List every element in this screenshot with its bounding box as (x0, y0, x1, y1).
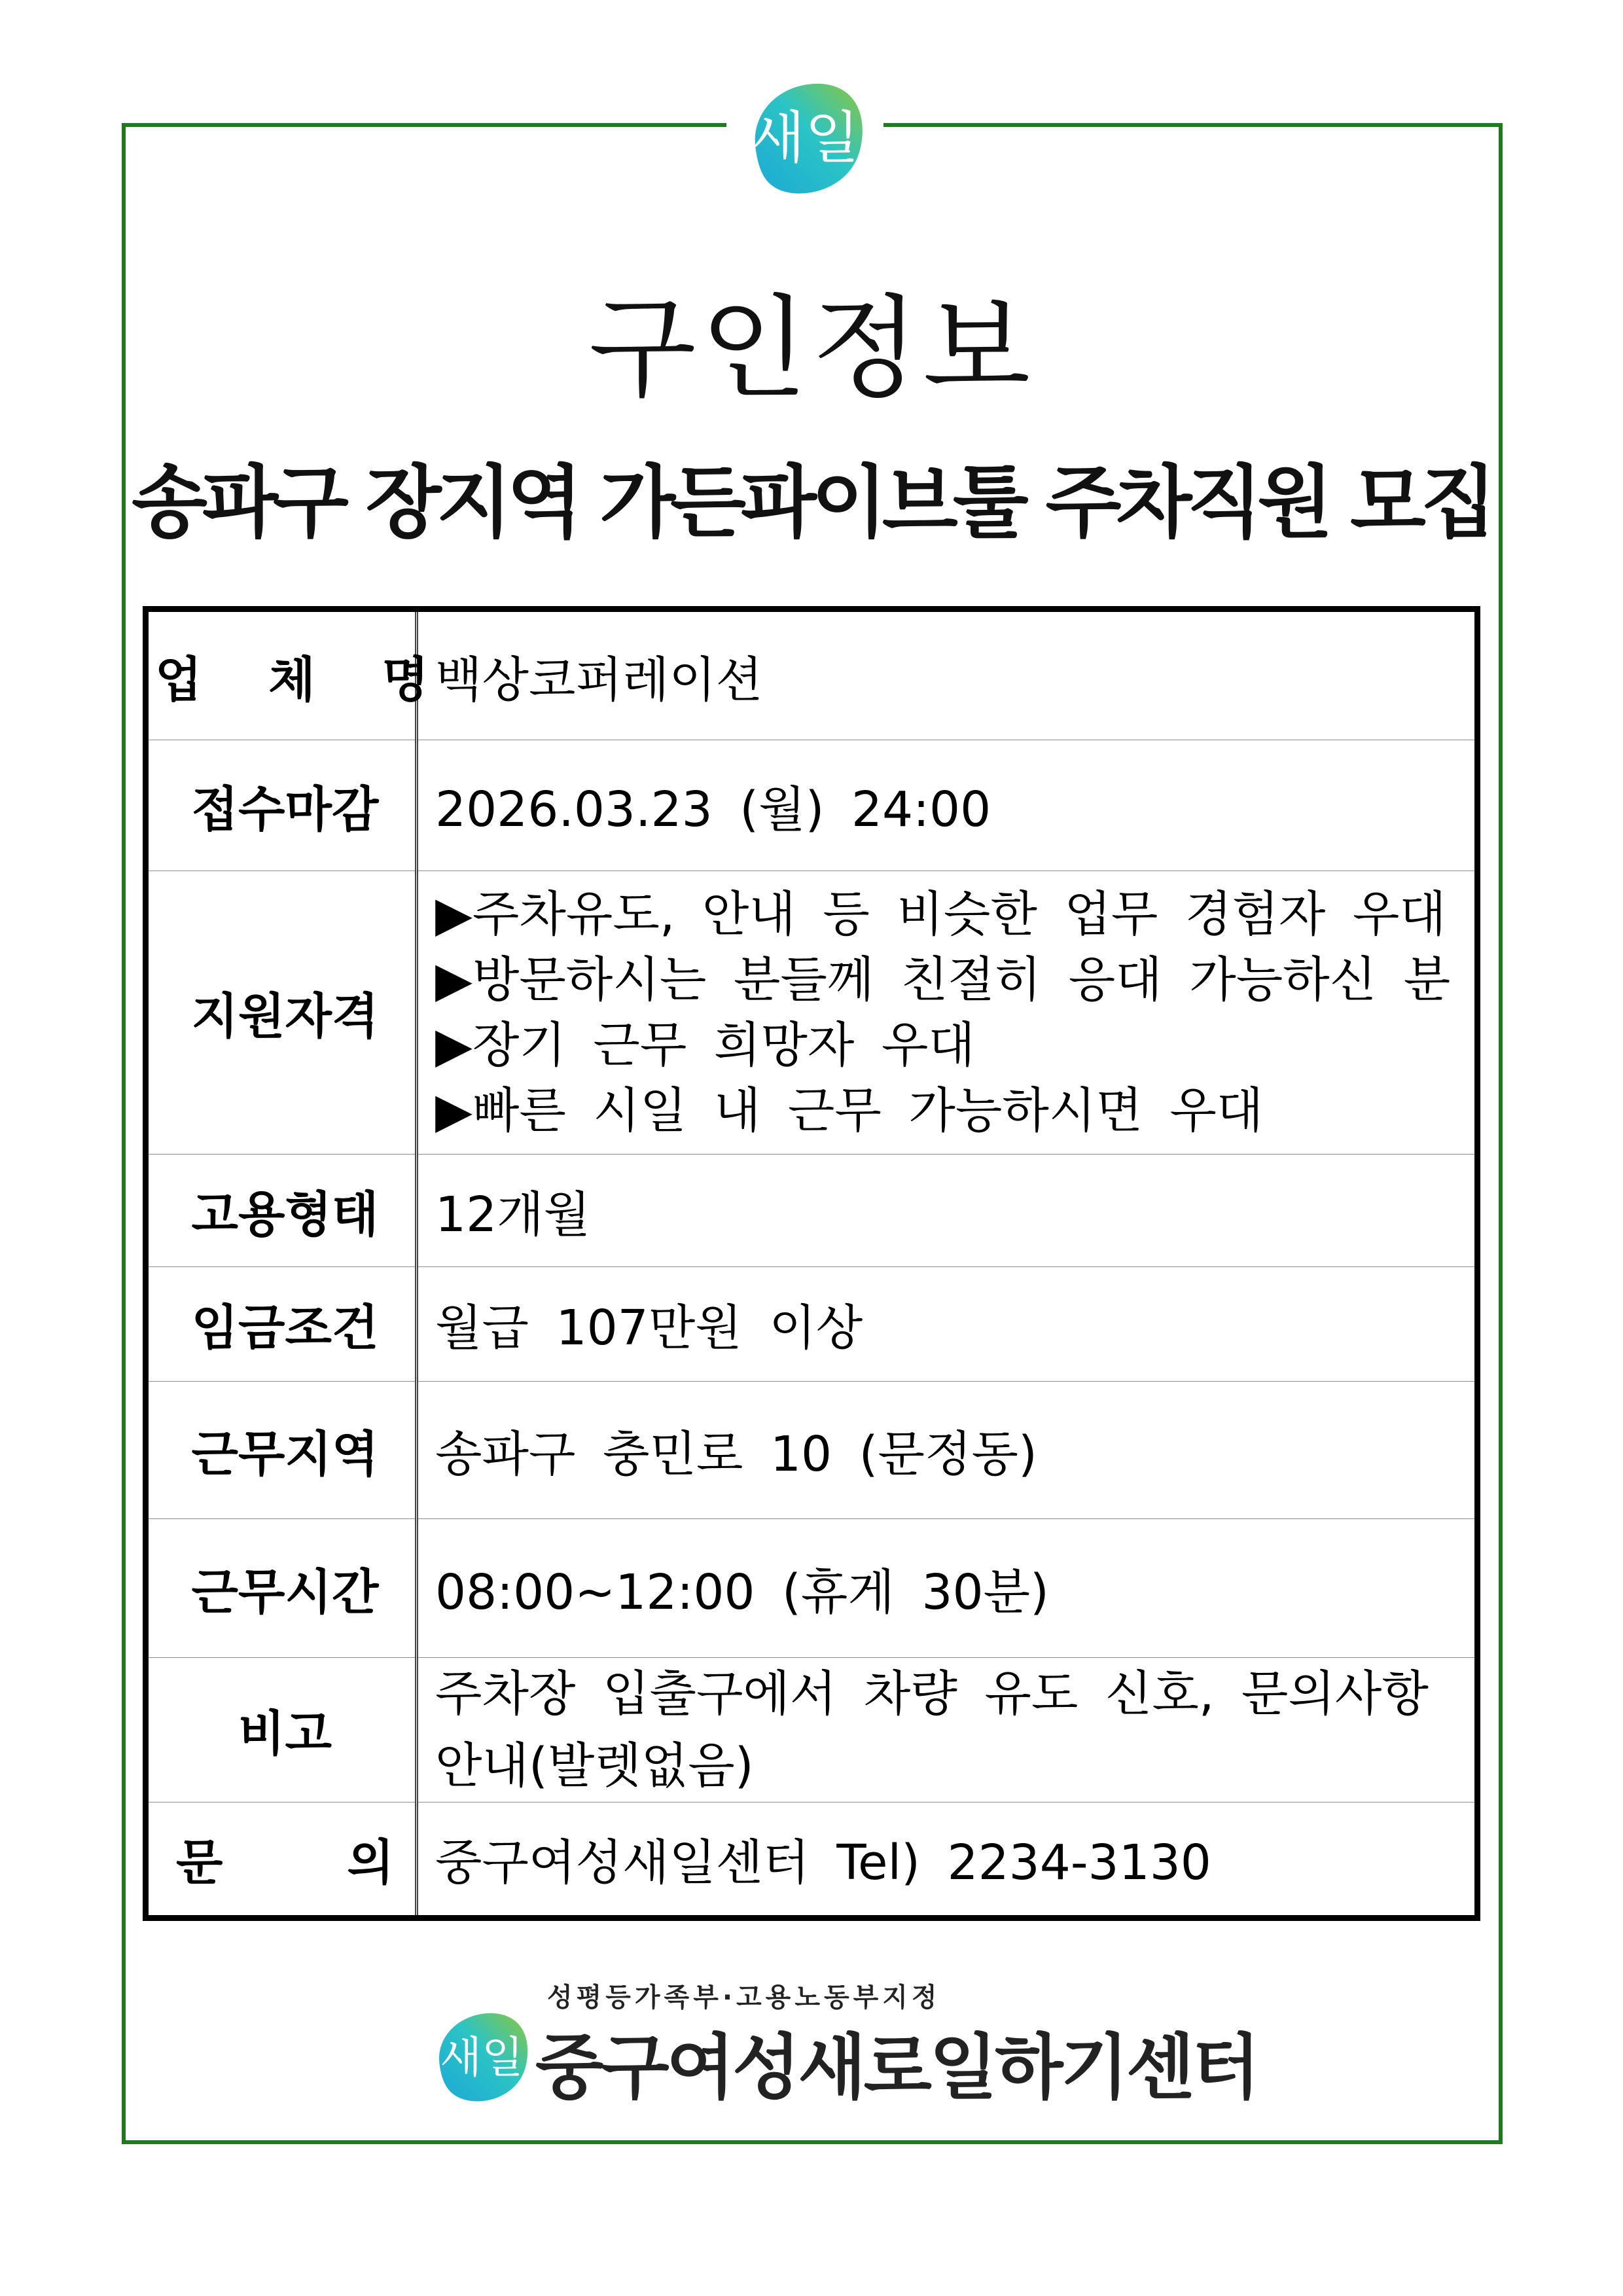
contact-label-first: 문 (176, 1835, 223, 1891)
contact-label (146, 1803, 417, 1918)
employment-value: 12개월 (417, 1155, 1478, 1267)
job-info-table (143, 606, 1480, 1921)
deadline-value: 2026.03.23 (월) 24:00 (417, 740, 1478, 871)
wage-label: 임금조건 (146, 1267, 417, 1382)
saeil-logo-icon (425, 2004, 537, 2109)
qualifications-list (417, 871, 1478, 1155)
logo-text: 새일 (750, 105, 860, 171)
qualification-item: ▶빠른 시일 내 근무 가능하시면 우대 (435, 1083, 1264, 1139)
note-value (417, 1658, 1478, 1803)
table-row-deadline (146, 740, 1478, 871)
note-label: 비고 (146, 1658, 417, 1803)
deadline-label: 접수마감 (146, 740, 417, 871)
note-line: 안내(발렛없음) (435, 1738, 754, 1794)
footer (0, 1970, 1623, 2114)
qualification-item: ▶방문하시는 분들께 친절히 응대 가능하신 분 (435, 952, 1451, 1008)
table-row-employment (146, 1155, 1478, 1267)
qualifications-label: 지원자격 (146, 871, 417, 1155)
table-row-wage (146, 1267, 1478, 1382)
ministry-designation: 성평등가족부·고용노동부지정 (547, 1982, 941, 2013)
footer-logo (425, 2004, 537, 2109)
job-headline: 송파구 장지역 가든파이브툴 주차직원 모집 (132, 457, 1491, 548)
footer-logo-text: 새일 (440, 2032, 524, 2083)
table-row-contact (146, 1803, 1478, 1918)
location-label: 근무지역 (146, 1382, 417, 1519)
table-row-hours (146, 1519, 1478, 1658)
wage-value: 월급 107만원 이상 (417, 1267, 1478, 1382)
company-label: 업 체 명 (146, 609, 417, 740)
note-line: 주차장 입출구에서 차량 유도 신호, 문의사항 (435, 1666, 1429, 1722)
table-row-note (146, 1658, 1478, 1803)
page-title: 구인정보 (588, 284, 1035, 414)
qualification-item: ▶장기 근무 희망자 우대 (435, 1017, 975, 1073)
hours-label: 근무시간 (146, 1519, 417, 1658)
table-row-company (146, 609, 1478, 740)
center-name: 중구여성새로일하기센터 (535, 2027, 1258, 2109)
table-row-location (146, 1382, 1478, 1519)
contact-label-last: 의 (347, 1835, 394, 1891)
qualification-item: ▶주차유도, 안내 등 비슷한 업무 경험자 우대 (435, 886, 1446, 942)
saeil-logo-icon (736, 72, 874, 203)
contact-value: 중구여성새일센터 Tel) 2234-3130 (417, 1803, 1478, 1918)
saeil-logo (726, 65, 883, 209)
employment-label: 고용형태 (146, 1155, 417, 1267)
company-value: 백상코퍼레이션 (435, 651, 763, 708)
table-row-qualifications (146, 871, 1478, 1155)
location-value: 송파구 충민로 10 (문정동) (417, 1382, 1478, 1519)
hours-value: 08:00~12:00 (휴게 30분) (417, 1519, 1478, 1658)
